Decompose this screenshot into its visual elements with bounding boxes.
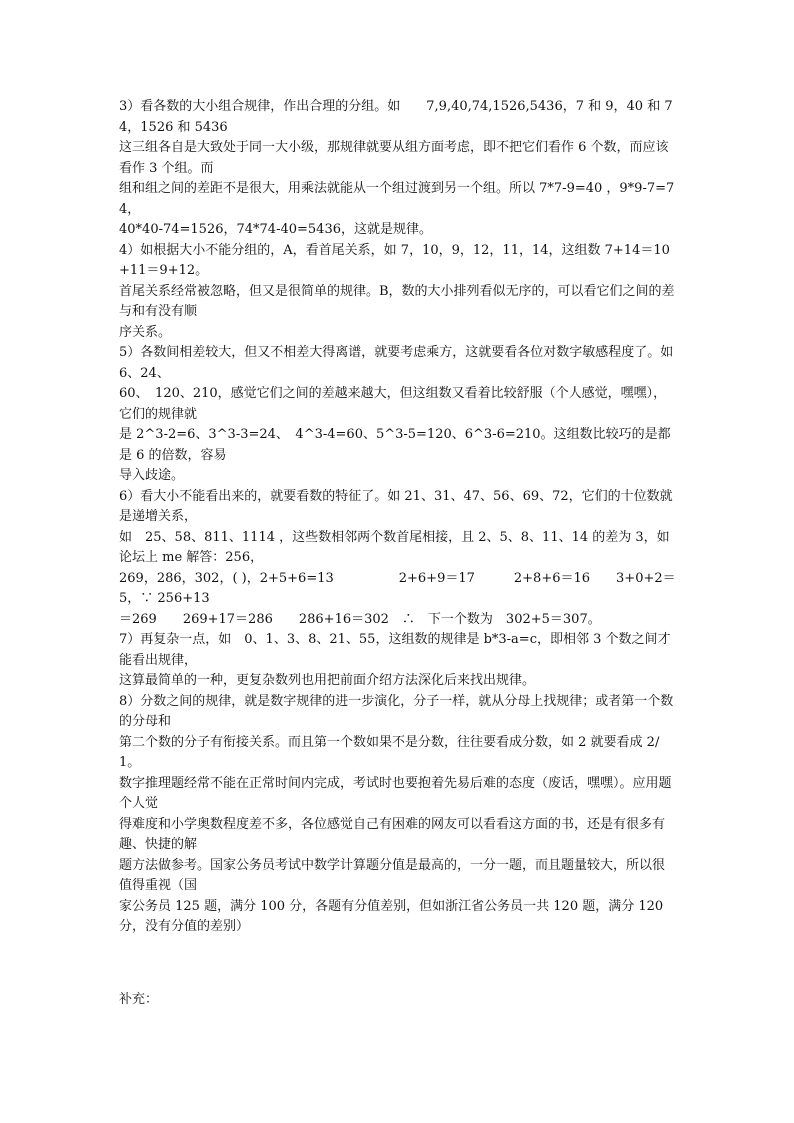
paragraph-line: 60、 120、210，感觉它们之间的差越来越大，但这组数又看着比较舒服（个人感觉，嘿嘿），它们的规律就 bbox=[119, 386, 667, 422]
paragraph-line: 题方法做参考。国家公务员考试中数学计算题分值是最高的，一分一题，而且题量较大，所以很值得重视（国 bbox=[119, 857, 666, 893]
paragraph-line: 第二个数的分子有衔接关系。而且第一个数如果不是分数，往往要看成分数，如 2 就要看成 2/1。 bbox=[119, 734, 660, 770]
paragraph-line: 组和组之间的差距不是很大，用乘法就能从一个组过渡到另一个组。所以 7*7-9=40 ，9*9-7=74， bbox=[119, 181, 675, 217]
paragraph-line: 40*40-74=1526，74*74-40=5436，这就是规律。 bbox=[119, 222, 432, 237]
blank-space bbox=[119, 938, 677, 990]
paragraph-line: 这算最简单的一种，更复杂数列也用把前面介绍方法深化后来找出规律。 bbox=[119, 673, 536, 688]
supplement-heading: 补充： bbox=[119, 991, 159, 1007]
paragraph-line: 3）看各数的大小组合规律，作出合理的分组。如 7,9,40,74,1526,5436，7 和 9，40 和 74，1526 和 5436 bbox=[119, 99, 673, 135]
paragraph-line: 7）再复杂一点，如 0、1、3、8、21、55，这组数的规律是 b*3-a=c，即相邻 3 个数之间才能看出规律， bbox=[119, 632, 671, 668]
paragraph-line: 269，286，302，( )，2+5+6=13 2+6+9＝17 2+8+6＝16 3+0+2＝5，∵ 256+13 bbox=[119, 570, 676, 606]
paragraph-line: 得难度和小学奥数程度差不多，各位感觉自己有困难的网友可以看看这方面的书，还是有很多有趣、快捷的解 bbox=[119, 816, 666, 852]
paragraph-line: 6）看大小不能看出来的，就要看数的特征了。如 21、31、47、56、69、72，它们的十位数就是递增关系， bbox=[119, 488, 673, 524]
paragraph-line: 如 25、58、811、1114 ，这些数相邻两个数首尾相接，且 2、5、8、11、14 的差为 3，如论坛上 me 解答：256， bbox=[119, 529, 670, 565]
paragraph-line: 5）各数间相差较大，但又不相差大得离谱，就要考虑乘方，这就要看各位对数字敏感程度了。如 6、24、 bbox=[119, 345, 678, 381]
paragraph-line: 数字推理题经常不能在正常时间内完成，考试时也要抱着先易后难的态度（废话，嘿嘿）。应用题个人觉 bbox=[119, 775, 672, 811]
paragraph-line: 8）分数之间的规律，就是数字规律的进一步演化，分子一样，就从分母上找规律；或者第一个数的分母和 bbox=[119, 693, 674, 729]
paragraph-line: 是 2^3-2=6、3^3-3=24、 4^3-4=60、5^3-5=120、6^3-6=210。这组数比较巧的是都是 6 的倍数，容易 bbox=[119, 427, 671, 463]
paragraph-line: 首尾关系经常被忽略，但又是很简单的规律。B，数的大小排列看似无序的，可以看它们之间的差与和有没有顺 bbox=[119, 283, 675, 319]
paragraph-line: 家公务员 125 题，满分 100 分，各题有分值差别，但如浙江省公务员一共 120 题，满分 120 分，没有分值的差别） bbox=[119, 898, 668, 934]
paragraph-line: ＝269 269+17＝286 286+16＝302 ∴ 下一个数为 302+5＝307。 bbox=[119, 611, 601, 627]
document-body bbox=[119, 97, 677, 1010]
paragraph-line: 这三组各自是大致处于同一大小级，那规律就要从组方面考虑，即不把它们看作 6 个数，而应该看作 3 个组。而 bbox=[119, 140, 669, 176]
paragraph-line: 导入歧途。 bbox=[119, 468, 185, 483]
paragraph-line: 序关系。 bbox=[119, 324, 172, 340]
paragraph-line: 4）如根据大小不能分组的，A，看首尾关系，如 7，10，9，12，11，14，这组数 7+14＝10+11＝9+12。 bbox=[119, 242, 670, 278]
